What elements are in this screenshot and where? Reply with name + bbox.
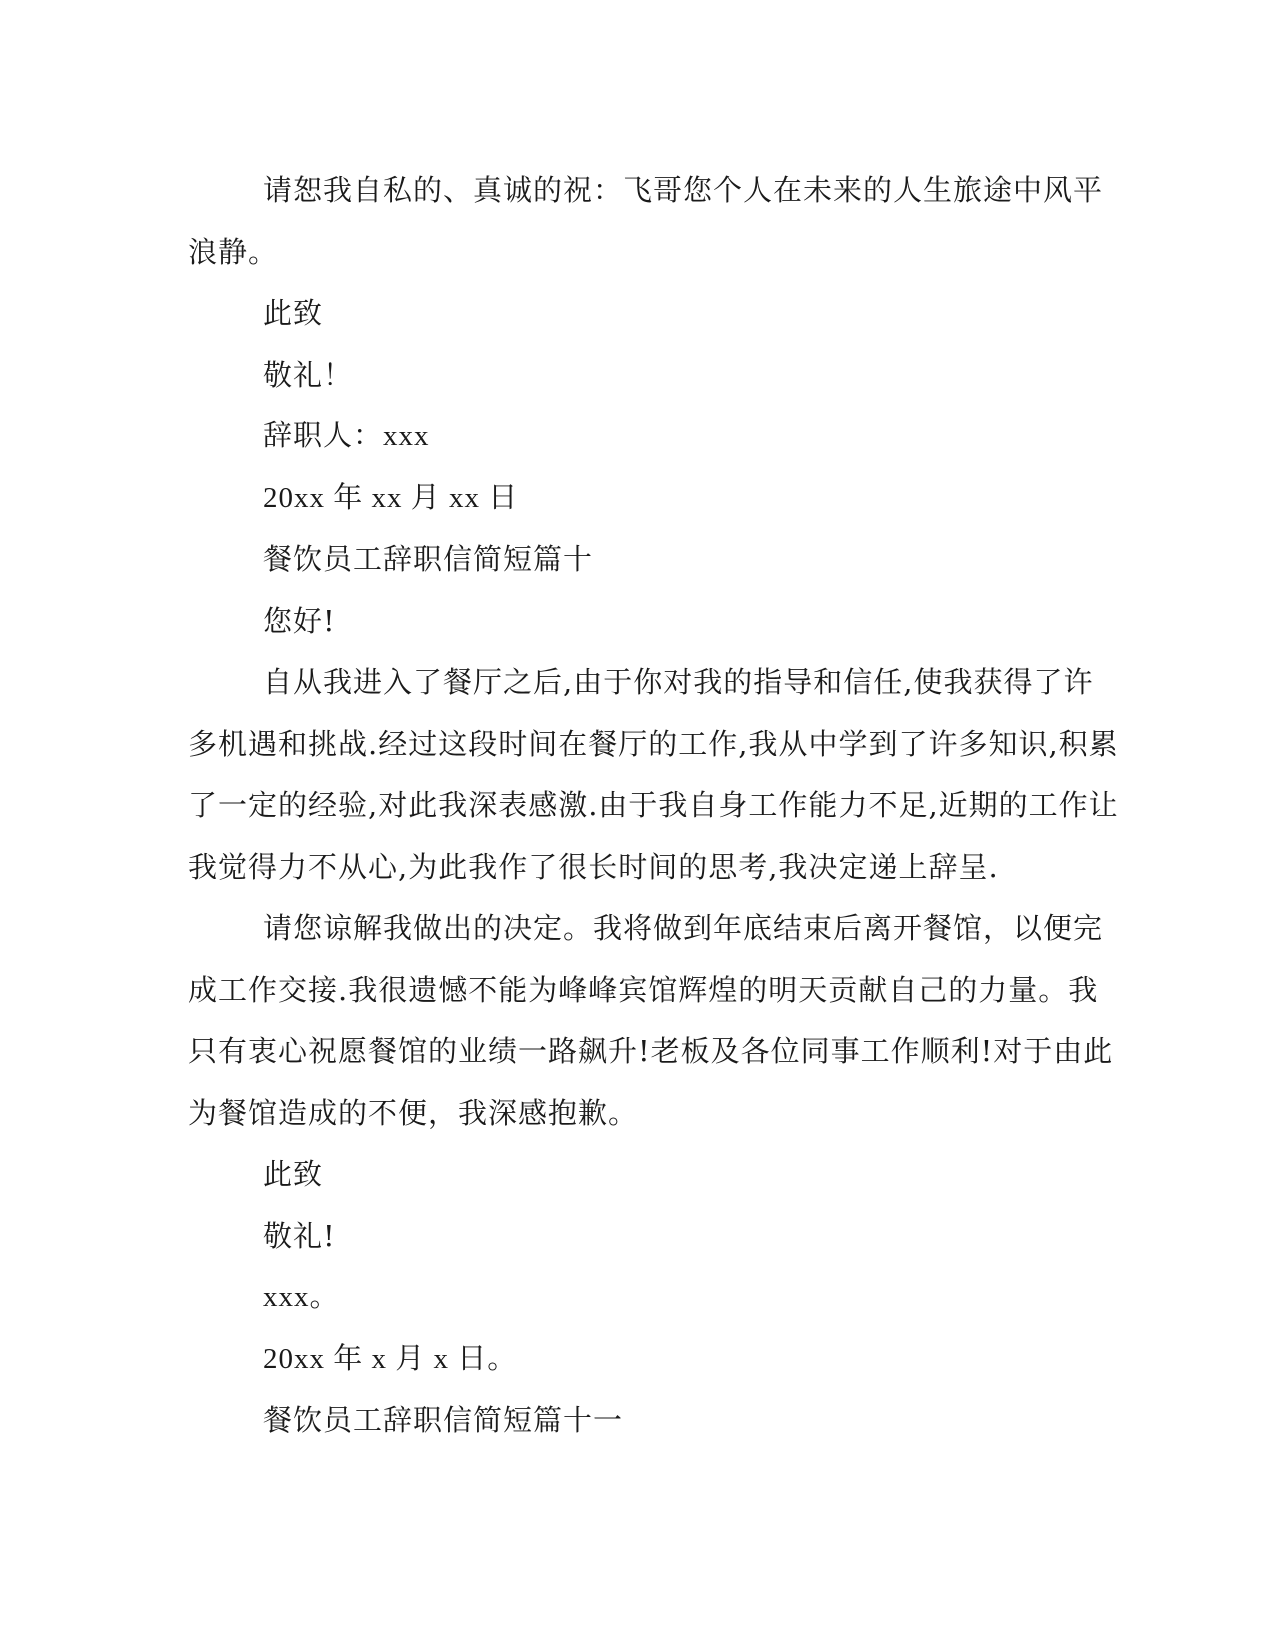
signature-line: 辞职人：xxx — [263, 420, 430, 452]
signature-line: xxx。 — [263, 1281, 340, 1313]
closing-line: 此致 — [263, 296, 324, 330]
date-line: 20xx 年 x 月 x 日。 — [263, 1342, 518, 1375]
section-heading: 餐饮员工辞职信简短篇十一 — [263, 1403, 624, 1437]
paragraph-line: 自从我进入了餐厅之后,由于你对我的指导和信任,使我获得了许 — [263, 665, 1094, 699]
paragraph-line: 成工作交接.我很遗憾不能为峰峰宾馆辉煌的明天贡献自己的力量。我 — [188, 972, 1099, 1007]
section-heading: 餐饮员工辞职信简短篇十 — [263, 542, 594, 576]
greeting-line: 您好! — [263, 603, 336, 638]
paragraph-blessing — [188, 160, 1104, 283]
salutation-line: 敬礼！ — [263, 357, 354, 392]
salutation-line: 敬礼! — [263, 1218, 336, 1253]
paragraph-line: 为餐馆造成的不便，我深感抱歉。 — [188, 1095, 639, 1130]
paragraph-line: 浪静。 — [188, 234, 279, 269]
closing-line: 此致 — [263, 1157, 324, 1191]
paragraph-apology — [188, 898, 1114, 1144]
paragraph-line: 了一定的经验,对此我深表感激.由于我自身工作能力不足,近期的工作让 — [188, 788, 1119, 822]
paragraph-line: 请您谅解我做出的决定。我将做到年底结束后离开餐馆，以便完 — [263, 911, 1104, 945]
date-line: 20xx 年 xx 月 xx 日 — [263, 481, 519, 514]
paragraph-line: 只有衷心祝愿餐馆的业绩一路飙升!老板及各位同事工作顺利!对于由此 — [188, 1034, 1114, 1068]
paragraph-line: 我觉得力不从心,为此我作了很长时间的思考,我决定递上辞呈. — [188, 849, 999, 884]
paragraph-line: 请恕我自私的、真诚的祝：飞哥您个人在未来的人生旅途中风平 — [263, 173, 1104, 207]
paragraph-line: 多机遇和挑战.经过这段时间在餐厅的工作,我从中学到了许多知识,积累 — [188, 726, 1119, 761]
document-body — [188, 160, 1119, 1452]
paragraph-gratitude — [188, 652, 1119, 898]
